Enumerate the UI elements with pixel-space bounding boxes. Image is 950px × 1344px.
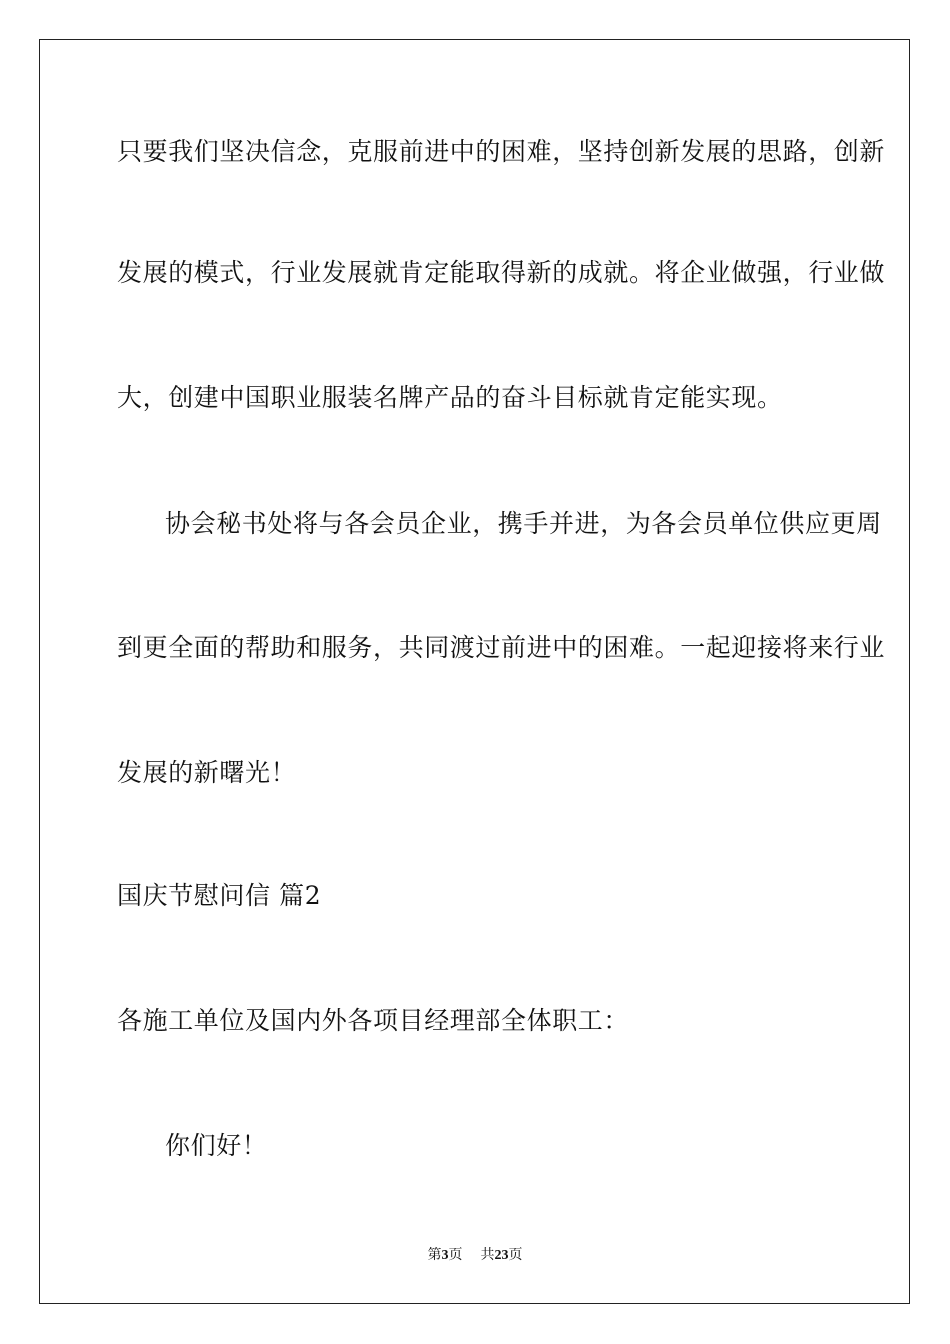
salutation: 各施工单位及国内外各项目经理部全体职工：: [117, 1006, 630, 1035]
paragraph-line: 协会秘书处将与各会员企业，携手并进，为各会员单位供应更周: [165, 509, 882, 538]
section-heading: 国庆节慰问信 篇2: [117, 881, 322, 910]
page-footer: [0, 1247, 950, 1265]
total-prefix: 共: [480, 1248, 495, 1263]
total-pages: 23: [494, 1248, 509, 1263]
paragraph-line: 发展的新曙光！: [117, 758, 297, 787]
greeting: 你们好！: [165, 1131, 268, 1160]
paragraph-line: 发展的模式，行业发展就肯定能取得新的成就。将企业做强，行业做: [117, 258, 886, 287]
page-suffix: 页: [448, 1248, 463, 1263]
total-suffix: 页: [508, 1248, 523, 1263]
page-number: 3: [441, 1248, 449, 1263]
paragraph-line: 只要我们坚决信念，克服前进中的困难，坚持创新发展的思路，创新: [117, 137, 886, 166]
paragraph-line: 到更全面的帮助和服务，共同渡过前进中的困难。一起迎接将来行业: [117, 633, 886, 662]
paragraph-line: 大，创建中国职业服装名牌产品的奋斗目标就肯定能实现。: [117, 383, 783, 412]
page-border: [39, 39, 910, 1304]
page-prefix: 第: [427, 1248, 442, 1263]
